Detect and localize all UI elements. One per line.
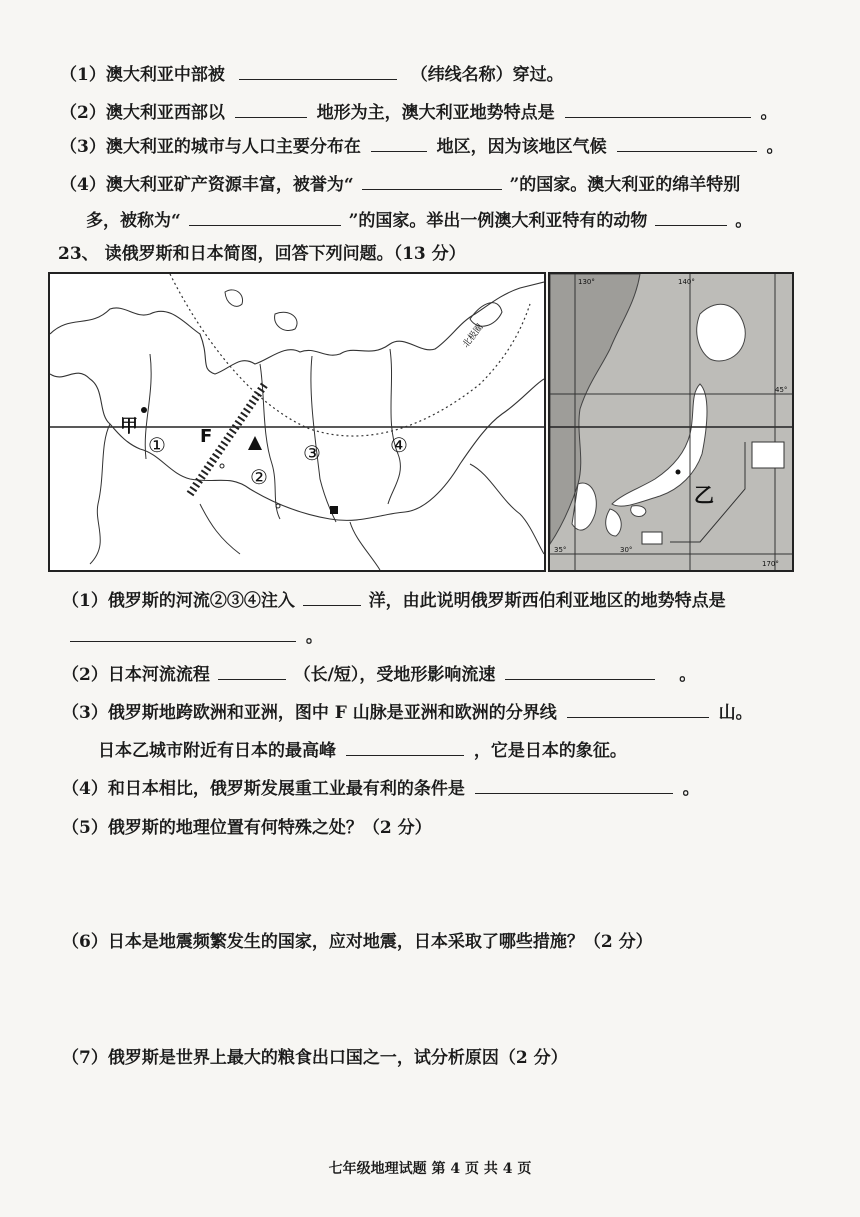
label-lat-35: 35° bbox=[554, 546, 567, 554]
label-arctic-circle: 北极圈 bbox=[461, 322, 486, 350]
q23-part3: （3）俄罗斯地跨欧洲和亚洲，图中 F 山脉是亚洲和欧洲的分界线 山。 bbox=[62, 700, 753, 725]
triangle-marker-icon bbox=[248, 436, 262, 450]
label-river-3: ③ bbox=[303, 441, 321, 465]
label-river-1: ① bbox=[148, 433, 166, 457]
label-river-4: ④ bbox=[390, 433, 408, 457]
answer-blank[interactable] bbox=[239, 62, 397, 80]
answer-blank[interactable] bbox=[362, 172, 502, 190]
city-dot bbox=[676, 470, 681, 475]
answer-blank[interactable] bbox=[567, 700, 709, 718]
q23-part1: （1）俄罗斯的河流②③④注入 洋，由此说明俄罗斯西伯利亚地区的地势特点是 bbox=[62, 588, 726, 613]
q23-heading: 23、 读俄罗斯和日本简图，回答下列问题。（13 分） bbox=[58, 244, 466, 264]
answer-blank[interactable] bbox=[346, 738, 464, 756]
label-river-2: ② bbox=[250, 465, 268, 489]
q23-part2: （2）日本河流流程 （长/短），受地形影响流速 。 bbox=[62, 662, 696, 687]
arctic-coastline bbox=[50, 282, 544, 374]
arctic-circle bbox=[170, 274, 530, 436]
q23-part3-cont: 日本乙城市附近有日本的最高峰 ，它是日本的象征。 bbox=[98, 738, 627, 763]
q23-part1-cont: 。 bbox=[70, 624, 323, 649]
small-circle bbox=[220, 464, 224, 468]
q22-part1: （1）澳大利亚中部被 （纬线名称）穿过。 bbox=[60, 62, 564, 87]
answer-blank[interactable] bbox=[371, 134, 427, 152]
island bbox=[225, 290, 243, 306]
answer-blank[interactable] bbox=[655, 208, 727, 226]
border-line bbox=[350, 522, 380, 570]
q23-part7: （7）俄罗斯是世界上最大的粮食出口国之一，试分析原因（2 分） bbox=[62, 1048, 568, 1068]
russia-map bbox=[48, 272, 546, 572]
border-line bbox=[200, 504, 240, 554]
russia-map-drawing bbox=[50, 274, 544, 570]
southern-border bbox=[50, 373, 544, 520]
q22-part3: （3）澳大利亚的城市与人口主要分布在 地区，因为该地区气候 。 bbox=[60, 134, 784, 159]
answer-blank[interactable] bbox=[189, 208, 341, 226]
label-f: F bbox=[200, 426, 213, 447]
shikoku-island bbox=[631, 506, 646, 517]
label-lon-170: 170° bbox=[762, 560, 779, 568]
city-dot bbox=[141, 407, 147, 413]
inset-box bbox=[752, 442, 784, 468]
japan-map-drawing bbox=[550, 274, 792, 570]
label-jia: 甲 bbox=[120, 416, 138, 437]
japan-map bbox=[548, 272, 794, 572]
label-lon-130: 130° bbox=[578, 278, 595, 286]
answer-blank[interactable] bbox=[70, 624, 296, 642]
hokkaido-island bbox=[697, 304, 746, 361]
label-lat-30: 30° bbox=[620, 546, 633, 554]
q23-part6: （6）日本是地震频繁发生的国家，应对地震，日本采取了哪些措施？（2 分） bbox=[62, 932, 653, 952]
answer-blank[interactable] bbox=[565, 100, 751, 118]
label-yi: 乙 bbox=[694, 483, 714, 507]
kyushu-island bbox=[606, 509, 621, 536]
q22-part2: （2）澳大利亚西部以 地形为主，澳大利亚地势特点是 。 bbox=[60, 100, 778, 125]
square-marker-icon bbox=[330, 506, 338, 514]
honshu-island bbox=[612, 384, 707, 506]
island bbox=[275, 312, 297, 330]
answer-blank[interactable] bbox=[505, 662, 655, 680]
answer-blank[interactable] bbox=[617, 134, 757, 152]
small-circle bbox=[276, 504, 280, 508]
q22-part4-cont: 多，被称为“ ”的国家。举出一例澳大利亚特有的动物 。 bbox=[86, 208, 752, 233]
border-line bbox=[470, 464, 544, 554]
answer-blank[interactable] bbox=[303, 588, 361, 606]
answer-blank[interactable] bbox=[475, 776, 673, 794]
q23-part4: （4）和日本相比，俄罗斯发展重工业最有利的条件是 。 bbox=[62, 776, 700, 801]
label-lat-45: 45° bbox=[775, 386, 788, 394]
label-lon-140: 140° bbox=[678, 278, 695, 286]
q22-part4: （4）澳大利亚矿产资源丰富，被誉为“ ”的国家。澳大利亚的绵羊特别 bbox=[60, 172, 740, 197]
border-line bbox=[90, 424, 110, 564]
legend-box bbox=[642, 532, 662, 544]
river bbox=[311, 356, 336, 522]
q23-part5: （5）俄罗斯的地理位置有何特殊之处？（2 分） bbox=[62, 818, 432, 838]
page-footer: 七年级地理试题 第 4 页 共 4 页 bbox=[328, 1161, 532, 1177]
answer-blank[interactable] bbox=[235, 100, 307, 118]
answer-blank[interactable] bbox=[218, 662, 286, 680]
